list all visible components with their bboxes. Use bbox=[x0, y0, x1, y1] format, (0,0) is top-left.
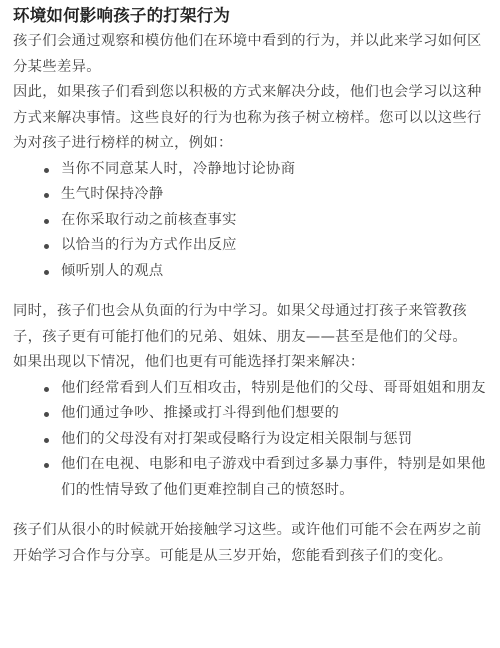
bullet-icon bbox=[44, 219, 49, 224]
list-item bbox=[61, 233, 487, 259]
negative-learning-paragraph: 同时，孩子们也会从负面的行为中学习。如果父母通过打孩子来管教孩子，孩子更有可能打他们的兄弟、姐妹、朋友——甚至是他们的父母。 bbox=[13, 303, 468, 345]
bullet-icon bbox=[44, 412, 49, 417]
list-item-text: 以恰当的行为方式作出反应 bbox=[61, 237, 237, 253]
risk-factor-list bbox=[13, 376, 487, 504]
list-item bbox=[61, 259, 487, 285]
bullet-icon bbox=[44, 270, 49, 275]
list-item-text: 他们的父母没有对打架或侵略行为设定相关限制与惩罚 bbox=[61, 430, 413, 447]
section-spacer bbox=[13, 284, 487, 299]
bullet-icon bbox=[44, 463, 49, 468]
bullet-icon bbox=[44, 387, 49, 392]
bullet-icon bbox=[44, 193, 49, 198]
list-item bbox=[61, 427, 487, 453]
list-item-text: 他们经常看到人们互相攻击，特别是他们的父母、哥哥姐姐和朋友 bbox=[61, 379, 486, 396]
risk-intro-paragraph: 如果出现以下情况，他们也更有可能选择打架来解决： bbox=[13, 354, 365, 370]
list-item-text: 他们在电视、电影和电子游戏中看到过多暴力事件，特别是如果他们的性情导致了他们更难控制自己的愤怒时。 bbox=[61, 456, 486, 498]
list-item-text: 他们通过争吵、推搡或打斗得到他们想要的 bbox=[61, 405, 340, 421]
role-model-paragraph: 因此，如果孩子们看到您以积极的方式来解决分歧，他们也会学习以这种方式来解决事情。这些良好的行为也称为孩子树立榜样。您可以以这些行为对孩子进行榜样的树立，例如： bbox=[13, 84, 482, 151]
list-item bbox=[61, 401, 487, 427]
list-item-text: 在你采取行动之前核查事实 bbox=[61, 211, 237, 228]
list-item-text: 当你不同意某人时，冷静地讨论协商 bbox=[61, 160, 296, 177]
list-item-text: 生气时保持冷静 bbox=[61, 186, 164, 202]
list-item bbox=[61, 157, 487, 183]
bullet-icon bbox=[44, 438, 49, 443]
positive-behavior-list bbox=[13, 157, 487, 285]
section-spacer bbox=[13, 503, 487, 518]
bullet-icon bbox=[44, 168, 49, 173]
list-item bbox=[61, 208, 487, 234]
list-item bbox=[61, 182, 487, 208]
closing-paragraph: 孩子们从很小的时候就开始接触学习这些。或许他们可能不会在两岁之前开始学习合作与分享。可能是从三岁开始，您能看到孩子们的变化。 bbox=[13, 522, 482, 564]
article-title: 环境如何影响孩子的打架行为 bbox=[13, 6, 231, 25]
list-item-text: 倾听别人的观点 bbox=[61, 262, 164, 279]
bullet-icon bbox=[44, 244, 49, 249]
list-item bbox=[61, 376, 487, 402]
intro-paragraph: 孩子们会通过观察和模仿他们在环境中看到的行为，并以此来学习如何区分某些差异。 bbox=[13, 33, 482, 75]
list-item bbox=[61, 452, 487, 503]
